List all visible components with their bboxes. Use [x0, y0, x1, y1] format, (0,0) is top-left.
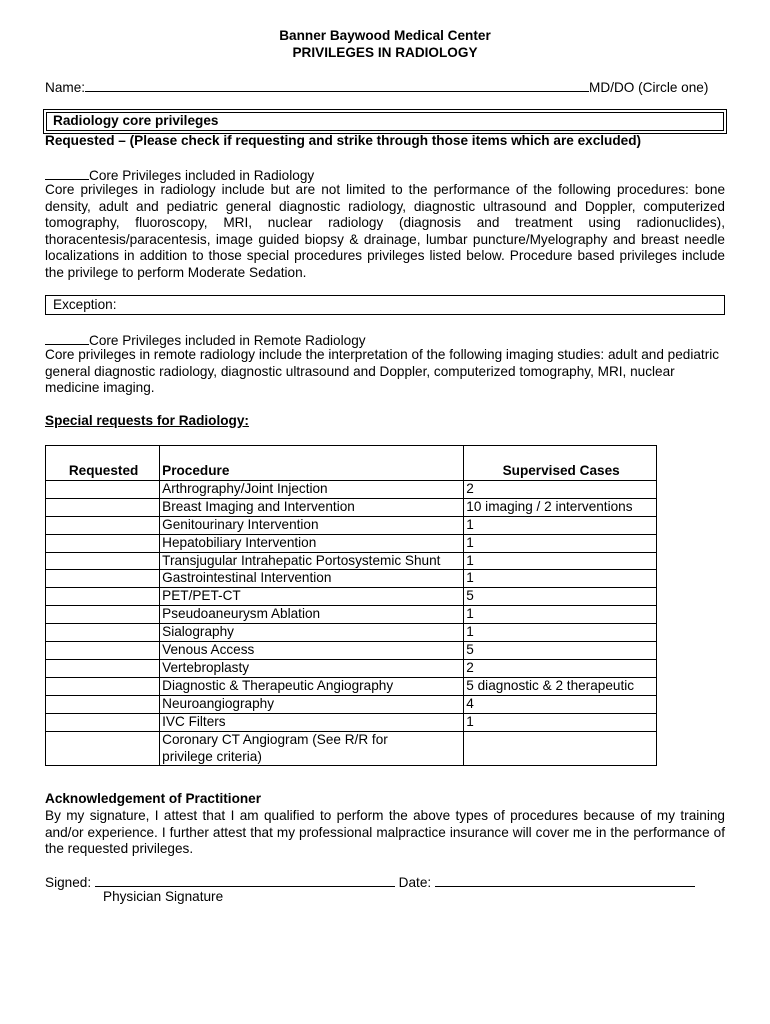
- procedure-cell: Sialography: [160, 624, 464, 642]
- requested-cell[interactable]: [46, 516, 160, 534]
- name-label: Name:: [45, 80, 86, 95]
- procedure-cell: Transjugular Intrahepatic Portosystemic Shunt: [160, 552, 464, 570]
- ack-body: By my signature, I attest that I am qualified to perform the above types of procedures because of my training and/or experience. I further attest that my professional malpractice insurance will cover me in the performance of the requested privileges.: [45, 808, 725, 856]
- procedure-cell: Genitourinary Intervention: [160, 516, 464, 534]
- cases-cell: 1: [464, 552, 657, 570]
- name-line: [45, 78, 725, 97]
- cases-cell: 1: [464, 624, 657, 642]
- table-row: [46, 498, 657, 516]
- requested-cell[interactable]: [46, 552, 160, 570]
- requested-cell[interactable]: [46, 498, 160, 516]
- col-supervised-cases: Supervised Cases: [464, 446, 657, 481]
- special-requests-table: [45, 445, 657, 766]
- requested-cell[interactable]: [46, 731, 160, 766]
- table-row: [46, 516, 657, 534]
- procedure-cell: Arthrography/Joint Injection: [160, 480, 464, 498]
- requested-cell[interactable]: [46, 642, 160, 660]
- cases-cell: 1: [464, 516, 657, 534]
- requested-note: Requested – (Please check if requesting and strike through those items which are excluded): [45, 133, 642, 148]
- special-heading: Special requests for Radiology:: [45, 413, 249, 428]
- exception-box[interactable]: [45, 295, 725, 315]
- col-requested: Requested: [46, 446, 160, 481]
- table-row: [46, 552, 657, 570]
- signature-caption: Physician Signature: [103, 889, 224, 904]
- col-procedure: Procedure: [160, 446, 464, 481]
- cases-cell: [464, 731, 657, 766]
- procedure-cell: Breast Imaging and Intervention: [160, 498, 464, 516]
- exception-label: Exception:: [53, 297, 117, 312]
- procedure-cell: Hepatobiliary Intervention: [160, 534, 464, 552]
- procedure-cell: Gastrointestinal Intervention: [160, 570, 464, 588]
- remote-body: Core privileges in remote radiology include the interpretation of the following imaging studies: adult and pediatric general diagnostic radiology, diagnostic ultrasound and Doppler, computerized tomography, MRI, nuclear medicine imaging.: [45, 347, 720, 395]
- remote-title: Core Privileges included in Remote Radiology: [89, 333, 366, 348]
- requested-cell[interactable]: [46, 677, 160, 695]
- ack-heading: Acknowledgement of Practitioner: [45, 791, 262, 806]
- procedure-cell: Vertebroplasty: [160, 659, 464, 677]
- table-row: [46, 642, 657, 660]
- cases-cell: 1: [464, 570, 657, 588]
- cases-cell: 5: [464, 588, 657, 606]
- table-row: [46, 677, 657, 695]
- table-row: [46, 534, 657, 552]
- requested-cell[interactable]: [46, 606, 160, 624]
- org-name: Banner Baywood Medical Center: [279, 28, 491, 43]
- signature-field[interactable]: [95, 873, 395, 887]
- date-label: Date:: [398, 875, 432, 890]
- procedure-cell: Pseudoaneurysm Ablation: [160, 606, 464, 624]
- procedure-cell: IVC Filters: [160, 713, 464, 731]
- requested-cell[interactable]: [46, 713, 160, 731]
- cases-cell: 1: [464, 713, 657, 731]
- remote-check-blank[interactable]: [45, 331, 89, 345]
- requested-cell[interactable]: [46, 480, 160, 498]
- requested-cell[interactable]: [46, 534, 160, 552]
- cases-cell: 4: [464, 695, 657, 713]
- date-field[interactable]: [435, 873, 695, 887]
- table-row: [46, 606, 657, 624]
- signed-label: Signed:: [45, 875, 92, 890]
- requested-cell[interactable]: [46, 588, 160, 606]
- core-body: Core privileges in radiology include but are not limited to the performance of the following procedures: bone density, adult and pediatric general diagnostic radiology, diagnostic ultrasound and Doppler, computerized tomography, fluoroscopy, MRI, nuclear radiology (diagnosis and treatment using radionuclides), thoracentesis/paracentesis, image guided biopsy & drainage, lumbar puncture/Myelography and breast needle localizations in addition to those special procedures privileges listed below. Procedure based privileges include the privilege to perform Moderate Sedation.: [45, 182, 725, 280]
- table-row: [46, 570, 657, 588]
- procedure-cell: Diagnostic & Therapeutic Angiography: [160, 677, 464, 695]
- cases-cell: 5: [464, 642, 657, 660]
- core-privileges-box: [43, 109, 727, 134]
- requested-cell[interactable]: [46, 570, 160, 588]
- table-row: [46, 659, 657, 677]
- cases-cell: 2: [464, 659, 657, 677]
- cases-cell: 1: [464, 606, 657, 624]
- table-row: [46, 480, 657, 498]
- table-row: [46, 731, 657, 766]
- table-row: [46, 713, 657, 731]
- core-title: Core Privileges included in Radiology: [89, 168, 315, 183]
- page-title: PRIVILEGES IN RADIOLOGY: [292, 45, 478, 60]
- procedure-cell: Coronary CT Angiogram (See R/R for privilege criteria): [160, 731, 464, 766]
- cases-cell: 5 diagnostic & 2 therapeutic: [464, 677, 657, 695]
- requested-cell[interactable]: [46, 624, 160, 642]
- requested-cell[interactable]: [46, 659, 160, 677]
- table-row: [46, 624, 657, 642]
- cases-cell: 10 imaging / 2 interventions: [464, 498, 657, 516]
- requested-cell[interactable]: [46, 695, 160, 713]
- table-header-row: [46, 446, 657, 481]
- procedure-cell: Venous Access: [160, 642, 464, 660]
- degree-choice[interactable]: MD/DO (Circle one): [589, 80, 709, 95]
- table-row: [46, 588, 657, 606]
- core-box-title: Radiology core privileges: [53, 113, 219, 128]
- core-check-blank[interactable]: [45, 166, 89, 180]
- procedure-cell: Neuroangiography: [160, 695, 464, 713]
- procedure-cell: PET/PET-CT: [160, 588, 464, 606]
- name-field[interactable]: [85, 78, 589, 92]
- table-row: [46, 695, 657, 713]
- cases-cell: 1: [464, 534, 657, 552]
- cases-cell: 2: [464, 480, 657, 498]
